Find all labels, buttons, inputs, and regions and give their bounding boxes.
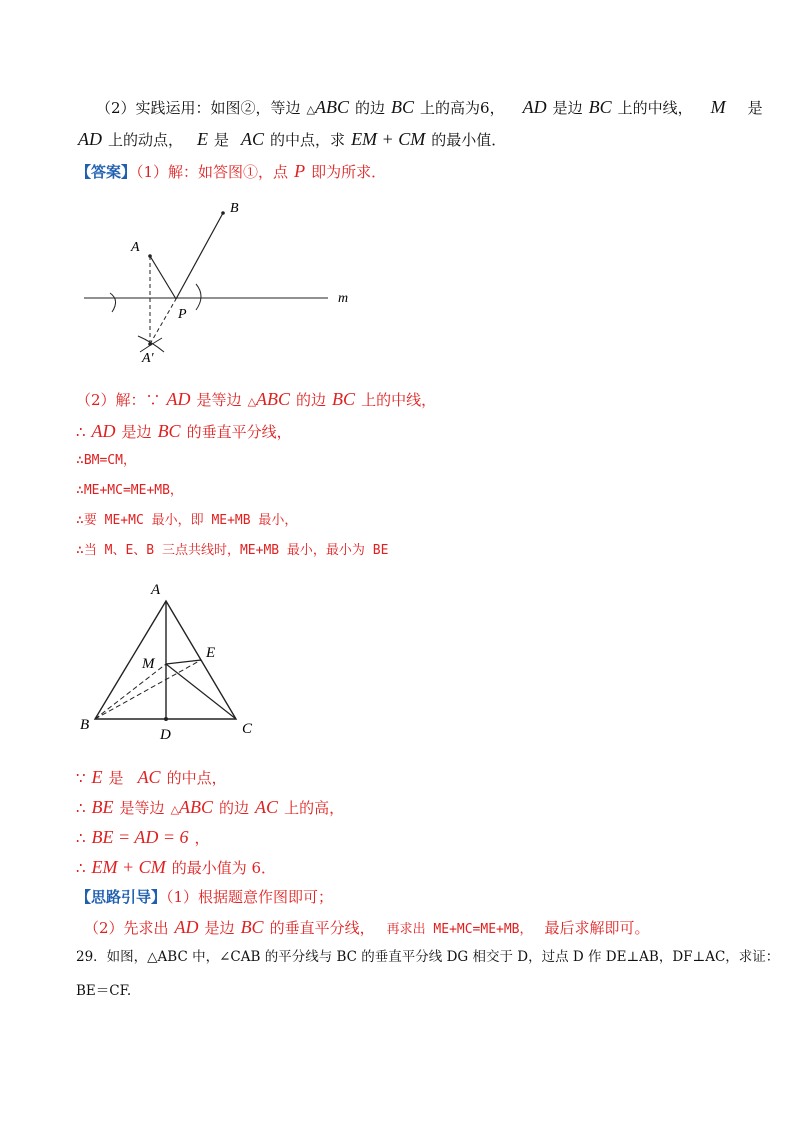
- label-A: A: [131, 240, 140, 255]
- label-D: D: [160, 727, 171, 743]
- label-M: M: [142, 656, 155, 672]
- sol2-line-4: ∴ EM + CM 的最小值为 6．: [76, 857, 276, 877]
- dashed-BM: [95, 664, 166, 719]
- label-A: A: [151, 582, 161, 598]
- label-B: B: [230, 201, 239, 216]
- segment-MC: [166, 664, 236, 719]
- answer-tag: 【答案】: [76, 163, 137, 181]
- guide-line-1: 【思路引导】（1）根据题意作图即可；: [76, 888, 334, 906]
- q2-line-2: AD 上的动点， E 是 AC 的中点，求 EM + CM 的最小值．: [78, 129, 507, 149]
- label-A-prime: A′: [142, 351, 154, 366]
- sol2-line-2: ∴ BE 是等边 △ABC 的边 AC 上的高，: [76, 797, 345, 817]
- guide-tag: 【思路引导】: [76, 888, 167, 906]
- q29-line-2: BE＝CF.: [76, 983, 132, 999]
- label-m: m: [338, 291, 349, 306]
- sol-line-2: ∴ AD 是边 BC 的垂直平分线，: [76, 421, 292, 441]
- sol-line-3: ∴BM=CM，: [76, 453, 136, 468]
- label-P: P: [178, 307, 187, 322]
- guide-line-2: （2）先求出 AD 是边 BC 的垂直平分线， 再求出 ME+MC=ME+MB， 最后求解即可。: [84, 917, 650, 937]
- sol-line-5: ∴要 ME+MC 最小，即 ME+MB 最小，: [76, 513, 298, 528]
- label-C: C: [242, 721, 253, 737]
- q29-line-1: 29．如图，△ABC 中，∠CAB 的平分线与 BC 的垂直平分线 DG 相交于 D，过点 D 作 DE⊥AB，DF⊥AC，求证：: [76, 949, 780, 965]
- q2-line-1: （2）实践运用：如图②，等边 △ABC 的边 BC 上的高为6， AD 是边 BC 上的中线， M 是: [96, 97, 763, 117]
- sol-line-6: ∴当 M、E、B 三点共线时，ME+MB 最小，最小为 BE: [76, 543, 389, 558]
- sol-line-4: ∴ME+MC=ME+MB，: [76, 483, 183, 498]
- sol-line-1: （2）解：∵ AD 是等边 △ABC 的边 BC 上的中线，: [76, 389, 437, 409]
- point-D: [164, 717, 168, 721]
- label-B: B: [80, 717, 90, 733]
- sol2-line-1: ∵ E 是 AC 的中点，: [76, 767, 227, 787]
- sol2-line-3: ∴ BE = AD = 6 ，: [76, 827, 210, 847]
- label-E: E: [206, 645, 216, 661]
- answer-line: 【答案】（1）解：如答图①，点 P 即为所求．: [76, 161, 387, 181]
